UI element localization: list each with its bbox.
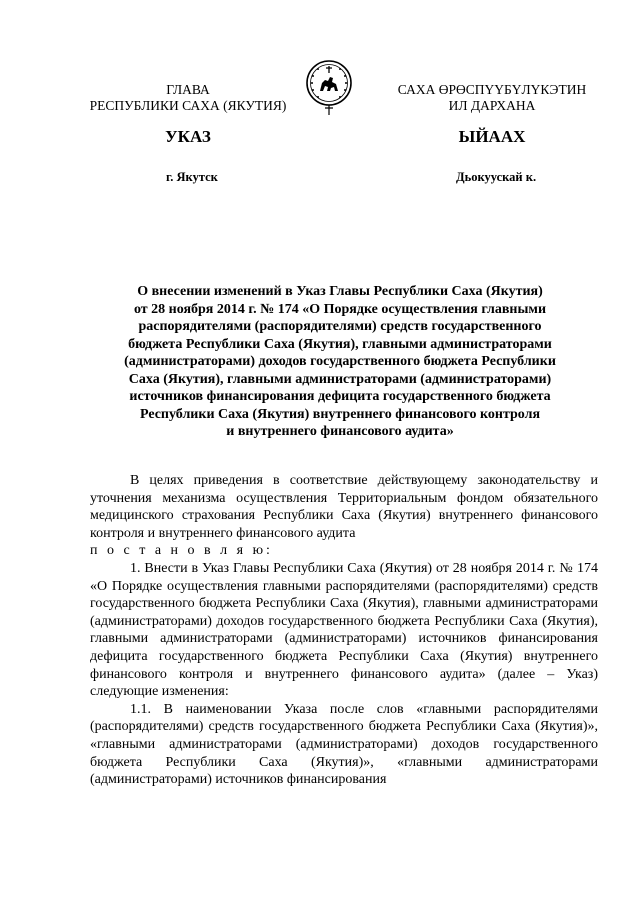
document-title (90, 283, 590, 441)
issuer-line-2-sakha: ИЛ ДАРХАНА (448, 98, 536, 113)
issuer-line-1-sakha: САХА ӨРӨСПҮҮБҮЛҮКЭТИН (397, 82, 587, 97)
title-line: от 28 ноября 2014 г. № 174 «О Порядке осуществления главными (133, 301, 547, 317)
clause-1-1-paragraph: 1.1. В наименовании Указа после слов «главными распорядителями (распорядителями) средств государственного бюджета Республики Саха (Якутия)», «главными администраторами (администраторами) доходов государственного бюджета Республики Саха (Якутия)», «главными администраторами (администраторами) источников финансирования (90, 701, 598, 788)
city-sakha: Дьокуускай к. (456, 170, 537, 184)
issuer-header-sakha (382, 82, 602, 114)
preamble-paragraph: В целях приведения в соответствие действующему законодательству и уточнения механизма осуществления Территориальным фондом обязательного медицинского страхования Республики Саха (Якутия) внутреннего финансового контроля и внутреннего финансового аудита (90, 473, 598, 541)
issuer-header-russian (78, 82, 298, 114)
clause-1-paragraph: 1. Внести в Указ Главы Республики Саха (Якутия) от 28 ноября 2014 г. № 174 «О Порядке осуществления главными распорядителями (распорядителями) средств государственного бюджета Республики Саха (Якутия), главными администраторами (администраторами) доходов государственного бюджета Республики Саха (Якутия), главными администраторами (администраторами) источников финансирования дефицита государственного бюджета Республики Саха (Якутия) внутреннего финансового контроля и внутреннего финансового аудита» (далее – Указ) следующие изменения: (90, 560, 598, 700)
issuer-line-2: РЕСПУБЛИКИ САХА (ЯКУТИЯ) (89, 98, 287, 113)
title-line: распорядителями (распорядителями) средств государственного (138, 319, 542, 334)
title-line: источников финансирования дефицита государственного бюджета (129, 389, 551, 404)
title-line: и внутреннего финансового аудита» (226, 424, 454, 439)
decree-title-russian: УКАЗ (165, 127, 211, 146)
title-line: О внесении изменений в Указ Главы Республики Саха (Якутия) (137, 284, 543, 299)
city-russian: г. Якутск (166, 170, 218, 184)
title-line: бюджета Республики Саха (Якутия), главными администраторами (128, 336, 552, 352)
document-body (90, 472, 598, 789)
title-line: Республики Саха (Якутия) внутреннего финансового контроля (139, 406, 541, 422)
title-line: Саха (Якутия), главными администраторами (администраторами) (128, 371, 552, 387)
resolve-line: п о с т а н о в л я ю: (90, 543, 273, 559)
title-line: (администраторами) доходов государственного бюджета Республики (124, 354, 556, 369)
decree-title-sakha: ЫЙААХ (458, 127, 526, 146)
emblem-icon (304, 58, 354, 118)
issuer-line-1: ГЛАВА (166, 82, 210, 97)
